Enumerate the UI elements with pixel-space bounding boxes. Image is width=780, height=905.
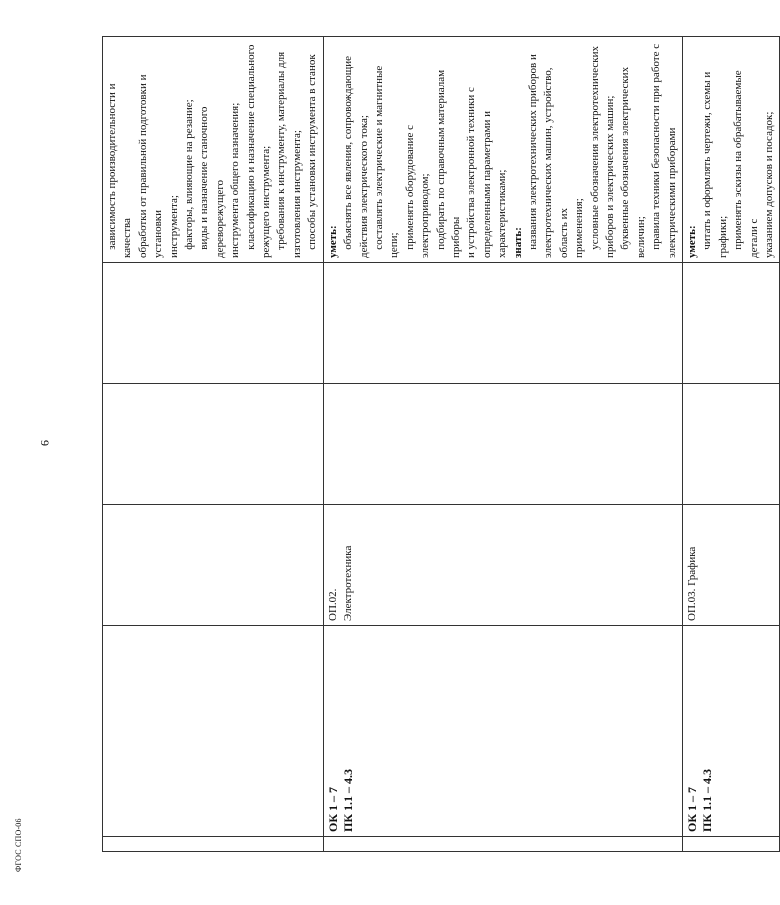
requirement-line: изготовления инструмента; [290,130,303,258]
requirements-cell [103,37,324,263]
requirement-line: классификацию и назначение специального [244,44,257,258]
requirement-line: электротехнических машин, устройство, область их [542,64,570,258]
requirement-line: составлять электрические и магнитные цепи; [372,62,401,258]
empty-cell [323,384,682,505]
requirement-line: буквенные обозначения электрических величин; [619,64,647,258]
footer-code: ФГОС СПО-06 [14,818,23,872]
table-row [683,37,780,852]
rotated-page [102,37,776,852]
codes-cell [323,626,682,837]
discipline-cell [103,505,324,626]
requirement-line: условные обозначения электротехнических [588,45,601,258]
requirement-line: указанием допусков и посадок; [763,111,776,258]
empty-cell [103,263,324,384]
requirement-line: факторы, влияющие на резание; [183,99,196,258]
empty-cell [323,263,682,384]
table-row [103,37,324,852]
requirement-line: определенными параметрами и характеристиками; [480,108,509,258]
requirement-line: приборов и электрических машин; [604,95,616,258]
requirement-line: режущего инструмента; [260,145,273,258]
competency-table [102,36,780,852]
section-heading: уметь: [326,225,339,258]
discipline-name: ОП.03. Графика [686,546,699,621]
discipline-cell [683,505,780,626]
requirement-line: подбирать по справочным материалам приборы [434,67,462,258]
requirement-line: обработки от правильной подготовки и установки [136,71,165,258]
page-number: 9 [38,440,52,446]
requirement-line: и устройства электронной техники с [465,87,478,258]
section-heading: знать: [511,227,524,258]
requirements-text [685,41,777,258]
requirements-text [326,41,680,258]
requirement-line: требования к инструменту, материалы для [275,51,288,258]
requirement-line: применять оборудование с электроприводом; [403,122,432,258]
competency-codes: ОК 1 – 7 ПК 1.1 – 4.3 [685,768,715,832]
requirement-line: способы установки инструмента в станок [306,54,319,258]
requirements-text [105,41,321,258]
discipline-name: ОП.02. Электротехника [326,545,355,621]
competency-codes: ОК 1 – 7 ПК 1.1 – 4.3 [325,768,355,832]
requirement-line: электрическими приборами [665,127,678,258]
requirement-line: названия электротехнических приборов и [526,54,539,258]
index-cell [103,837,324,852]
discipline-cell [323,505,682,626]
requirement-line: применения; [573,198,586,258]
requirements-cell [683,37,780,263]
section-heading: уметь: [686,225,699,258]
requirement-line: читать и оформлять чертежи, схемы и графики; [701,69,729,258]
requirement-line: инструмента; [167,195,180,258]
requirement-line: зависимость производительности и качества [106,80,134,258]
requirement-line: инструмента общего назначения; [229,102,242,258]
empty-cell [683,384,780,505]
codes-cell [103,626,324,837]
table-row [323,37,682,852]
empty-cell [103,384,324,505]
requirement-line: виды и назначение станочного дереворежущего [198,103,226,258]
index-cell [323,837,682,852]
requirement-line: действия электрического тока; [357,115,370,258]
codes-cell [683,626,780,837]
requirement-line: объяснять все явления, сопровождающие [342,56,355,258]
empty-cell [683,263,780,384]
requirement-line: правила техники безопасности при работе с [650,43,663,258]
requirement-line: применять эскизы на обрабатываемые детали с [732,67,760,258]
requirements-cell [323,37,682,263]
index-cell [683,837,780,852]
